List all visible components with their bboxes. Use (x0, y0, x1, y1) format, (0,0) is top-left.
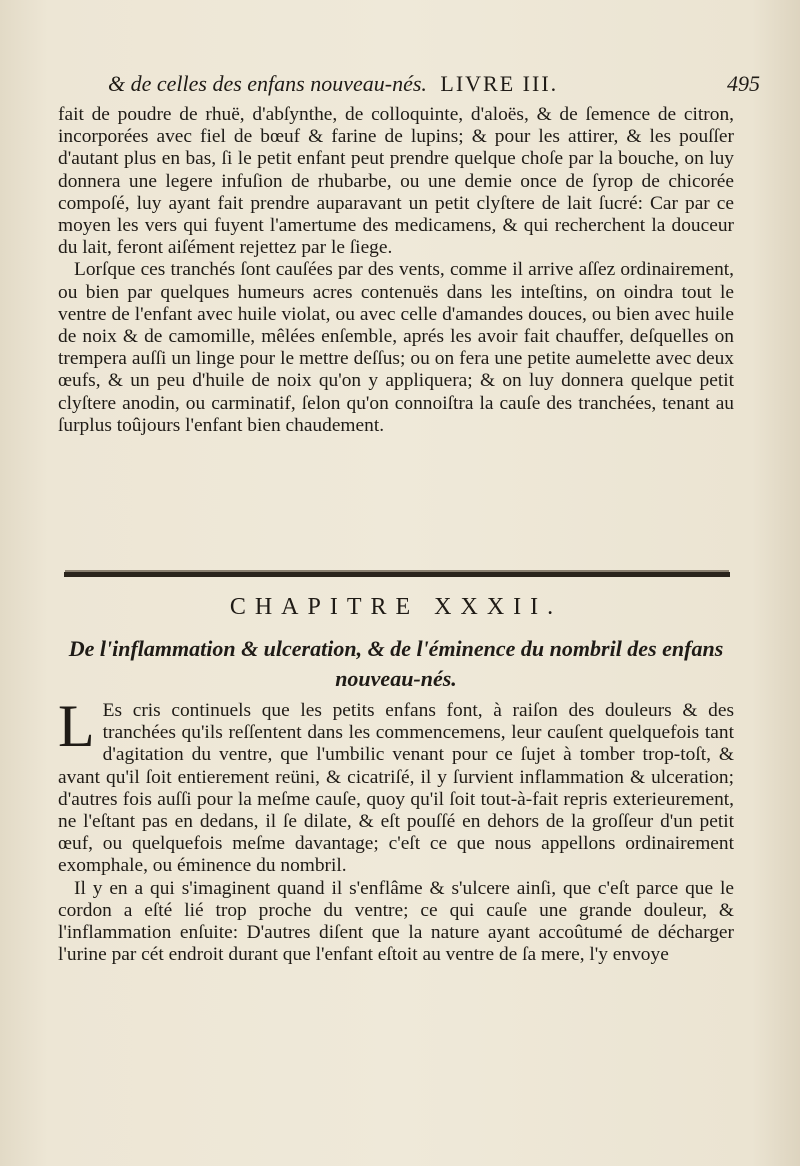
bottom-text-block (58, 693, 734, 966)
paragraph-first (58, 693, 734, 878)
top-text-block (58, 104, 734, 437)
drop-cap: L (58, 693, 95, 759)
page-number: 495 (727, 71, 760, 96)
running-head-book: LIVRE III. (440, 71, 559, 96)
chapter-heading: CHAPITRE XXXII. (229, 594, 563, 620)
running-head-title: & de celles des enfans nouveau-nés. (108, 71, 427, 96)
paragraph-tranchees: Lorſque ces tranchés ſont cauſées par des vents, comme il arrive aſſez ordinairement, ou bien par quelques humeurs acres contenuës dans les inteſtins, on oindra tout le ventre de l'enfant avec huile violat, ou avec celle d'amandes douces, ou bien avec huile de noix & de camomille, mêlées enſemble, aprés les avoir fait chauffer, deſquelles on trempera auſſi un linge pour le mettre deſſus; ou on fera une petite aumelette avec deux œufs, & un peu d'huile de noix qu'on y appliquera; & on luy donnera quelque petit clyſtere anodin, ou carminatif, ſelon qu'on connoiſtra la cauſe des tranchées, tenant au ſurplus toûjours l'enfant bien chaudement. (58, 259, 734, 436)
paragraph-second: Il y en a qui s'imaginent quand il s'enflâme & s'ulcere ainſi, que c'eſt parce que le cordon a eſté lié trop proche du ventre; ce qui cauſe une grande douleur, & l'inflammation enſuite: D'autres diſent que la nature ayant accoûtumé de décharger l'urine par cét endroit durant que l'enfant eſtoit au ventre de ſa mere, l'y envoye (58, 877, 734, 966)
paragraph-first-text: Es cris continuels que les petits enfans font, à raiſon des douleurs & des tranchées qu'ils reſſentent dans les commencemens, leur cauſent quelquefois tant d'agitation du ventre, que l'umbilic venant pour ce ſujet à tomber trop-toſt, & avant qu'il ſoit entierement reüni, & cicatriſé, il y ſurvient inflammation & ulceration; d'autres fois auſſi pour la meſme cauſe, quoy qu'il ſoit tout-à-fait repris exterieurement, ne l'eſtant pas en dedans, il ſe dilate, & eſt pouſſé en dehors de la groſſeur d'un petit œuf, ou quelquefois meſme davantage; c'eſt ce que nous appellons ordinairement exomphale, ou éminence du nombril. (58, 700, 734, 877)
paragraph-continued: fait de poudre de rhuë, d'abſynthe, de colloquinte, d'aloës, & de ſemence de citron, incorporées avec fiel de bœuf & farine de lupins; & pour les attirer, & les pouſſer d'autant plus en bas, ſi le petit enfant peut prendre quelque choſe par la bouche, on luy donnera une legere infuſion de rhubarbe, ou une demie once de ſyrop de chicorée compoſé, luy ayant fait prendre auparavant un petit clyſtere de lait ſucré: Car par ce moyen les vers qui fuyent l'amertume des medicamens, & qui recherchent la douceur du lait, feront aiſément rejettez par le ſiege. (58, 104, 734, 259)
section-divider-rule (64, 572, 730, 577)
running-head (108, 70, 760, 98)
chapter-subtitle: De l'inflammation & ulceration, & de l'éminence du nombril des enfans nouveau-nés. (68, 636, 724, 691)
